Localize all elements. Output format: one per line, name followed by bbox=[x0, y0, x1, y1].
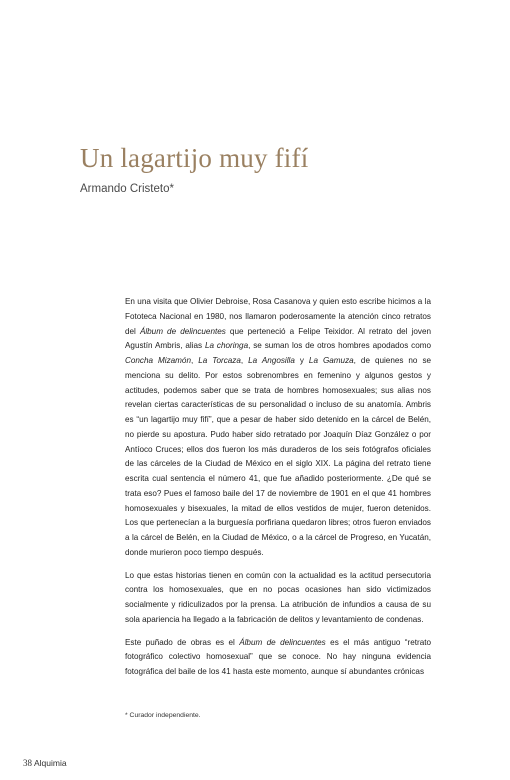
text-run: y bbox=[294, 356, 309, 365]
italic-text: Álbum de delincuentes bbox=[239, 637, 326, 647]
body-paragraph bbox=[125, 295, 431, 561]
text-run: Este puñado de obras es el bbox=[125, 637, 240, 647]
text-run: , se suman los de otros hombres apodados como bbox=[248, 341, 432, 351]
body-paragraph bbox=[125, 636, 431, 680]
page-folio bbox=[23, 758, 67, 768]
body-paragraph bbox=[125, 569, 431, 628]
italic-text: La Torcaza bbox=[198, 356, 241, 365]
italic-text: La choringa bbox=[205, 341, 249, 351]
text-run: , de quienes no se menciona su delito. Por estos sobrenombres en femenino y algunos gestos y actitudes, podemos saber que se trata de hombres homosexuales; sus alias nos revelan ciertas características de su personalidad o incluso de su anatomía. Ambris es “un lagartijo muy fifí”, que a pesar de haber sido detenido en la cárcel de Belén, no pierde su apostura. Pudo haber sido retratado por Joaquín Díaz González o por Antíoco Cruces; ellos dos fueron los más duraderos de los seis fotógrafos oficiales de las cárceles de la Ciudad de México en el siglo XIX. La página del retrato tiene escrita cual sentencia el número 41, que fue añadido posteriormente. ¿De qué se trata eso? Pues el famoso baile del 17 de noviembre de 1901 en el que 41 hombres homosexuales y bisexuales, la mitad de ellos vestidos de mujer, fueron detenidos. Los que pertenecían a la burguesía porfiriana quedaron libres; otros fueron enviados a la cárcel de Belén, en la Ciudad de México, o a la cárcel de Progreso, en Yucatán, donde murieron poco tiempo después. bbox=[125, 356, 432, 557]
text-run: es el más antiguo “retrato fotográfico colectivo homosexual” que se conoce. No hay ninguna evidencia fotográfica del baile de los 41 hasta este momento, aunque sí abundantes crónicas bbox=[125, 637, 431, 676]
text-run: En una visita que Olivier Debroise, Rosa Casanova y quien esto escribe hicimos a la Fototeca Nacional en 1980, nos llamaron poderosamente la atención cinco retratos del bbox=[125, 297, 431, 336]
article-title: Un lagartijo muy fifí bbox=[80, 143, 309, 173]
italic-text: La Gamuza bbox=[308, 356, 354, 365]
italic-text: Concha Mizamón bbox=[125, 356, 191, 365]
text-run: , bbox=[240, 356, 249, 365]
italic-text: Álbum de delincuentes bbox=[139, 326, 226, 336]
article-author: Armando Cristeto* bbox=[80, 183, 174, 195]
footnote: * Curador independiente. bbox=[125, 712, 201, 719]
publication-name: Alquimia bbox=[34, 758, 67, 768]
italic-text: La Angosilla bbox=[248, 356, 295, 365]
text-run: que perteneció a Felipe Teixidor. Al retrato del joven Agustín Ambris, alias bbox=[125, 326, 431, 351]
text-run: Lo que estas historias tienen en común con la actualidad es la actitud persecutoria contra los homosexuales, que en no pocas ocasiones han sido victimizados socialmente y ridiculizados por la prensa. La atribución de infundios a causa de su sola apariencia ha llegado a la fabricación de delitos y levantamiento de condenas. bbox=[125, 570, 431, 624]
article-body bbox=[125, 295, 431, 680]
text-run: , bbox=[190, 356, 199, 365]
page-number: 38 bbox=[23, 758, 32, 768]
